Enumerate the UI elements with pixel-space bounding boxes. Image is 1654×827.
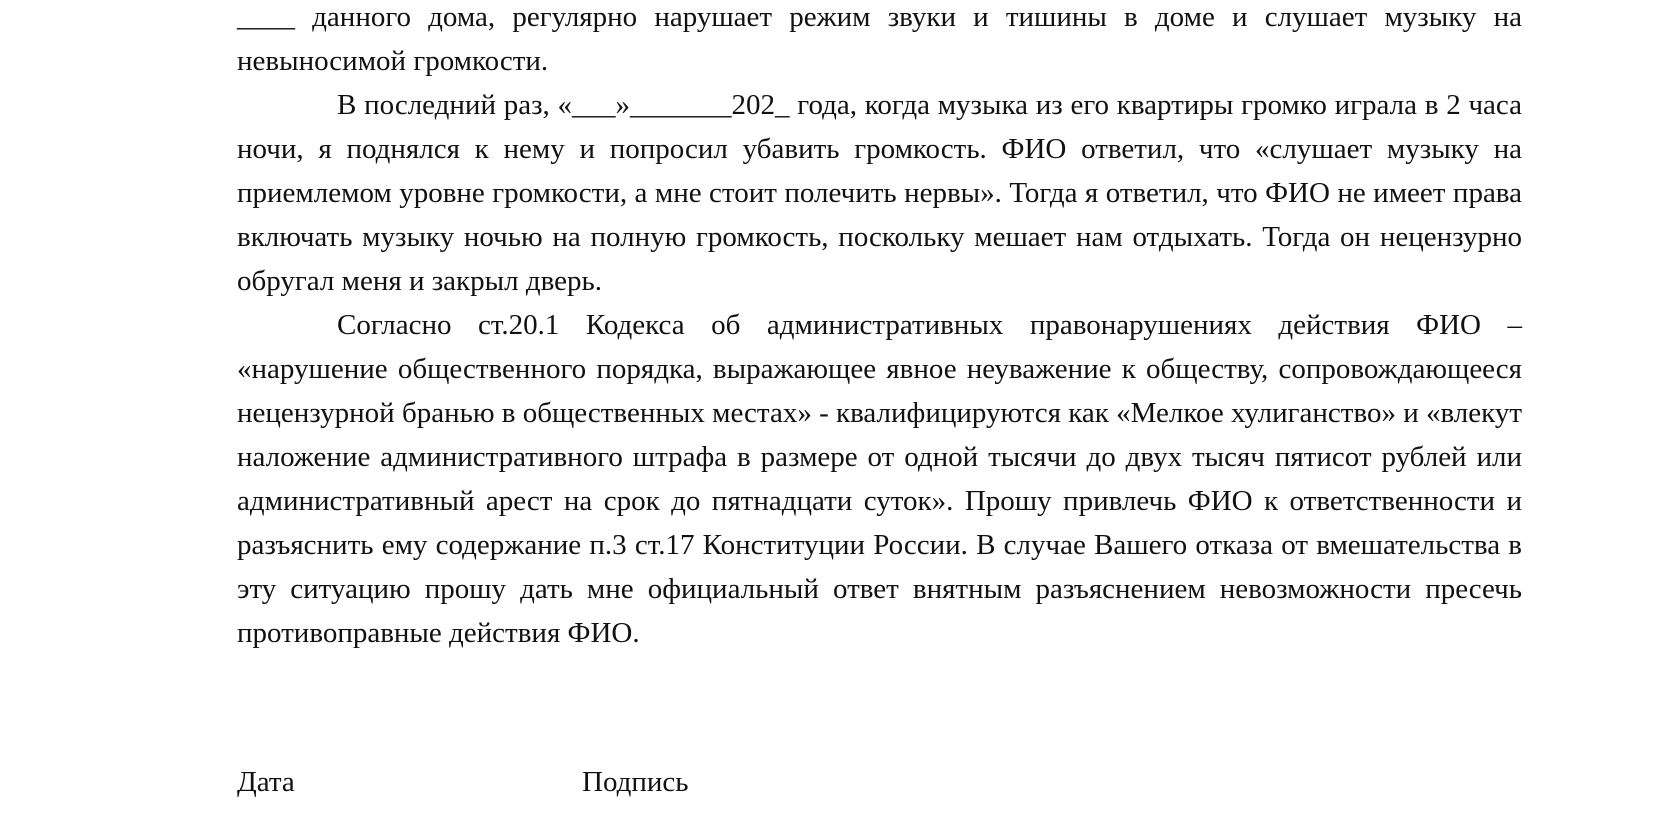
date-label: Дата [237, 766, 295, 798]
signature-label: Подпись [582, 766, 689, 798]
paragraph-incident: В последний раз, «___»_______202_ года, когда музыка из его квартиры громко играла в 2 часа ночи, я поднялся к нему и попросил убавить громкость. ФИО ответил, что «слушает музыку на приемлемом уровне громкости, а мне стоит полечить нервы». Тогда я ответил, что ФИО не имеет права включать музыку ночью на полную громкость, поскольку мешает нам отдыхать. Тогда он нецензурно обругал меня и закрыл дверь. [237, 89, 1522, 297]
paragraph-continuation: ____ данного дома, регулярно нарушает режим звуки и тишины в доме и слушает музыку на невыносимой громкости. [237, 1, 1522, 77]
document-body [237, 0, 1522, 655]
paragraph-legal-request: Согласно ст.20.1 Кодекса об административных правонарушениях действия ФИО – «нарушение общественного порядка, выражающее явное неуважение к обществу, сопровождающееся нецензурной бранью в общественных местах» - квалифицируются как «Мелкое хулиганство» и «влекут наложение административного штрафа в размере от одной тысячи до двух тысяч пятисот рублей или административный арест на срок до пятнадцати суток». Прошу привлечь ФИО к ответственности и разъяснить ему содержание п.3 ст.17 Конституции России. В случае Вашего отказа от вмешательства в эту ситуацию прошу дать мне официальный ответ внятным разъяснением невозможности пресечь противоправные действия ФИО. [237, 309, 1522, 649]
signature-row [237, 760, 1522, 804]
